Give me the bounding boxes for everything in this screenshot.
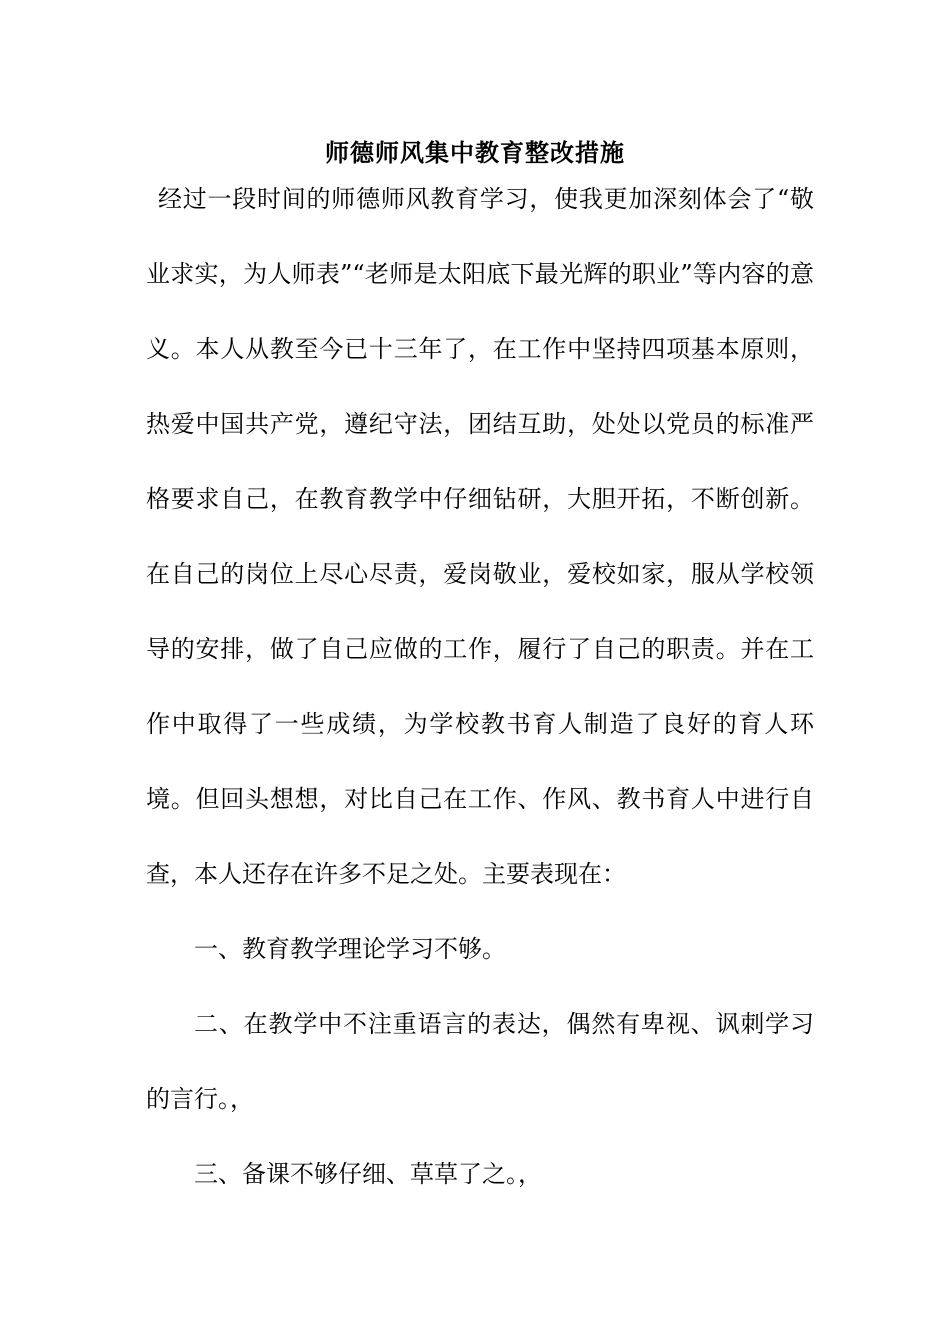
list-item: 三、备课不够仔细、草草了之。， bbox=[194, 1160, 542, 1188]
list-item: 二、在教学中不注重语言的表达，偶然有卑视、讽刺学习的言行。， bbox=[146, 1010, 814, 1113]
document-title: 师德师风集中教育整改措施 bbox=[325, 138, 625, 167]
list-item: 一、教育教学理论学习不够。 bbox=[194, 935, 506, 963]
intro-paragraph: 经过一段时间的师德师风教育学习，使我更加深刻体会了“敬业求实，为人师表”“老师是太阳底下最光辉的职业”等内容的意义。本人从教至今已十三年了，在工作中坚持四项基本原则，热爱中国共产党，遵纪守法，团结互助，处处以党员的标准严格要求自己，在教育教学中仔细钻研，大胆开拓，不断创新。在自己的岗位上尽心尽责，爱岗敬业，爱校如家，服从学校领导的安排，做了自己应做的工作，履行了自己的职责。并在工作中取得了一些成绩，为学校教书育人制造了良好的育人环境。但回头想想，对比自己在工作、作风、教书育人中进行自查，本人还存在许多不足之处。主要表现在： bbox=[146, 185, 814, 888]
